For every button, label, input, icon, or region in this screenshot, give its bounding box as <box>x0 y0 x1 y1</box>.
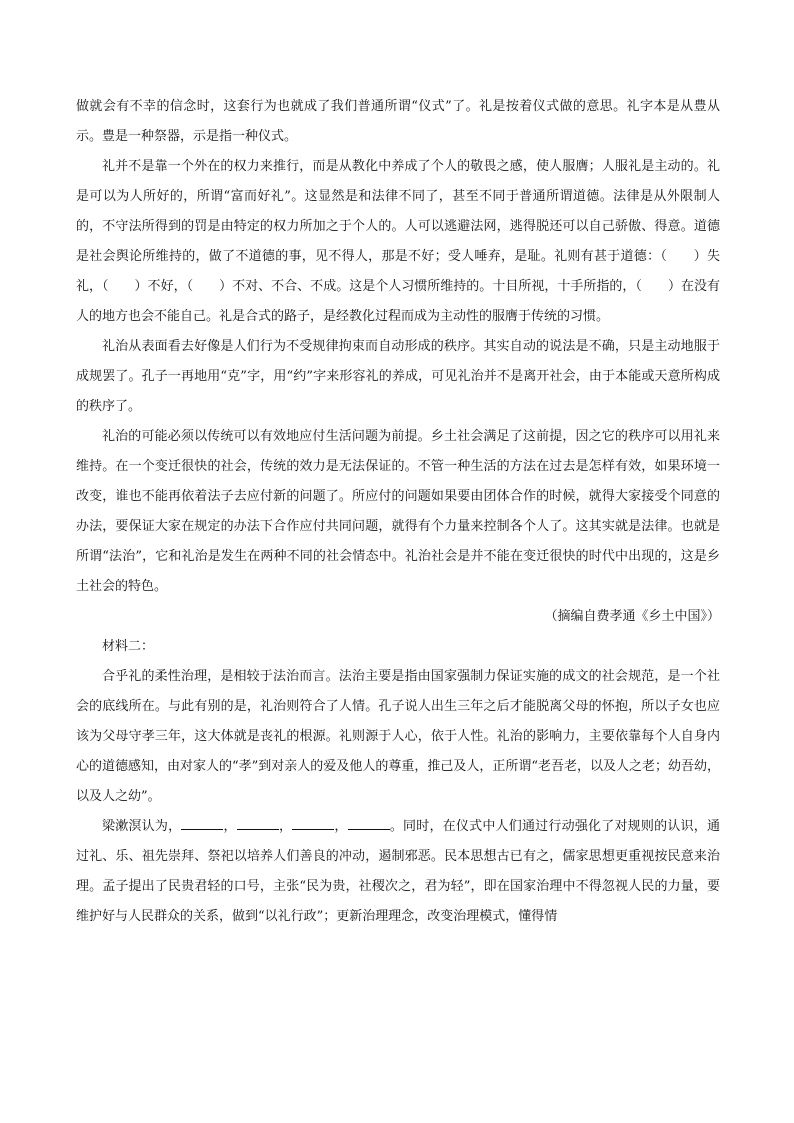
blank-separator: ， <box>278 819 293 834</box>
blank-separator: ， <box>223 819 237 834</box>
paragraph-ritual-order: 礼治从表面看去好像是人们行为不受规律拘束而自动形成的秩序。其实自动的说法是不确，只是主动地服于成规罢了。孔子一再地用“克”字，用“约”字来形容礼的养成，可见礼治并不是离开社会，由于本能或天意所构成的秩序了。 <box>76 339 720 414</box>
paragraph-ritual-tradition: 礼治的可能必须以传统可以有效地应付生活问题为前提。乡土社会满足了这前提，因之它的秩序可以用礼来维持。在一个变迁很快的社会，传统的效力是无法保证的。不管一种生活的方法在过去是怎样有效，如果环境一改变，谁也不能再依着法子去应付新的问题了。所应付的问题如果要由团体合作的时候，就得大家接受个同意的办法，要保证大家在规定的办法下合作应付共同问题，就得有个力量来控制各个人了。这其实就是法律。也就是所谓“法治”，它和礼治是发生在两种不同的社会情态中。礼治社会是并不能在变迁很快的时代中出现的，这是乡土社会的特色。 <box>76 429 720 594</box>
document-body <box>76 92 720 932</box>
answer-blank-2[interactable] <box>237 815 279 830</box>
answer-blank-1[interactable] <box>181 815 223 830</box>
paragraph-ritual-vs-law: 礼并不是靠一个外在的权力来推行，而是从教化中养成了个人的敬畏之感，使人服膺；人服礼是主动的。礼是可以为人所好的，所谓“富而好礼”。这显然是和法律不同了，甚至不同于普通所谓道德。法律是从外限制人的，不守法所得到的罚是由特定的权力所加之于个人的。人可以逃避法网，逃得脱还可以自己骄傲、得意。道德是社会舆论所维持的，做了不道德的事，见不得人，那是不好；受人唾弃，是耻。礼则有甚于道德：（ ）失礼，（ ）不好，（ ）不对、不合、不成。这是个人习惯所维持的。十目所视，十手所指的，（ ）在没有人的地方也会不能自己。礼是合式的路子，是经教化过程而成为主动性的服膺于传统的习惯。 <box>76 159 720 324</box>
blank-separator: ， <box>334 819 348 834</box>
paragraph-soft-governance: 合乎礼的柔性治理，是相较于法治而言。法治主要是指由国家强制力保证实施的成文的社会规范，是一个社会的底线所在。与此有别的是，礼治则符合了人情。孔子说人出生三年之后才能脱离父母的怀抱，所以子女也应该为父母守孝三年，这大体就是丧礼的根源。礼则源于人心，依于人性。礼治的影响力，主要依靠每个人自身内心的道德感知，由对家人的“孝”到对亲人的爱及他人的尊重，推己及人，正所谓“老吾老，以及人之老；幼吾幼，以及人之幼”。 <box>76 669 720 804</box>
answer-blank-4[interactable] <box>348 815 390 830</box>
paragraph-ritual-definition: 做就会有不幸的信念时，这套行为也就成了我们普通所谓“仪式”了。礼是按着仪式做的意思。礼字本是从豊从示。豊是一种祭器，示是指一种仪式。 <box>76 99 720 144</box>
liang-lead-text: 梁漱溟认为， <box>102 819 182 834</box>
answer-blank-3[interactable] <box>292 815 334 830</box>
paragraph-liang-shuming <box>76 812 720 932</box>
liang-continuation-text: 。同时，在仪式中人们通过行动强化了对规则的认识，通过礼、乐、祖先崇拜、祭祀以培养人们善良的冲动，遏制邪恶。民本思想古已有之，儒家思想更重视按民意来治理。孟子提出了民贵君轻的口号，主张“民为贵，社稷次之，君为轻”，即在国家治理中不得忽视人民的力量，要维护好与人民群众的关系，做到“以礼行政”；更新治理理念，改变治理模式，懂得情 <box>76 819 720 924</box>
material-two-label: 材料二： <box>102 639 155 654</box>
source-citation: （摘编自费孝通《乡土中国》） <box>544 609 720 624</box>
